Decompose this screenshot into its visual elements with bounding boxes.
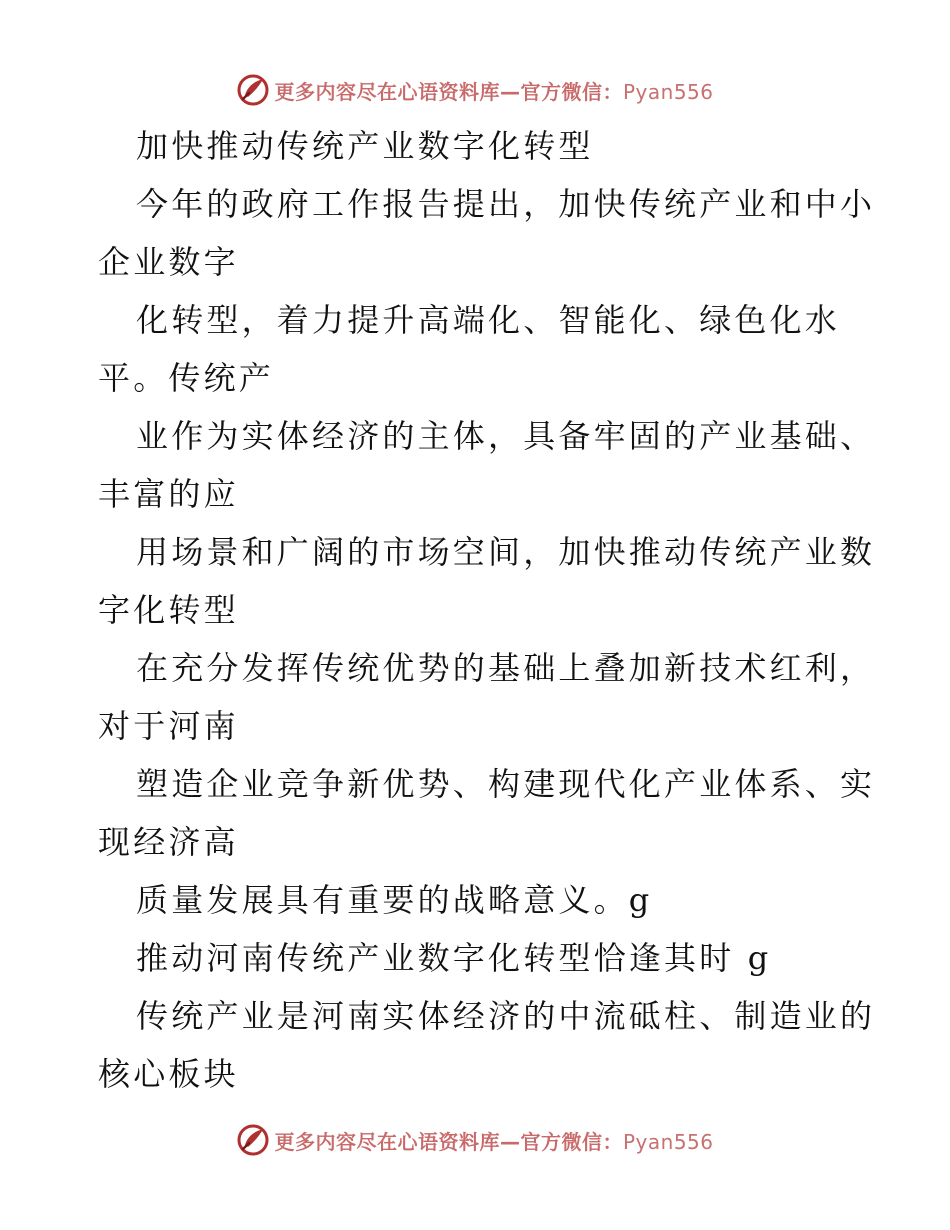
doc-line: 现经济高 — [98, 823, 239, 861]
footer-wechat-handle: Pyan556 — [622, 1129, 714, 1154]
doc-line: 今年的政府工作报告提出，加快传统产业和中小 — [136, 185, 876, 223]
doc-line: 业作为实体经济的主体，具备牢固的产业基础、 — [136, 417, 876, 455]
doc-line: 核心板块 — [98, 1055, 239, 1093]
doc-line: 塑造企业竞争新优势、构建现代化产业体系、实 — [136, 765, 876, 803]
doc-line: 加快推动传统产业数字化转型 — [136, 127, 594, 165]
doc-line: 推动河南传统产业数字化转型恰逢其时 g — [136, 939, 772, 977]
header-wechat-handle: Pyan556 — [622, 79, 714, 104]
logo-icon — [236, 73, 270, 107]
doc-line: 对于河南 — [98, 707, 239, 745]
header-watermark — [0, 70, 950, 110]
doc-line: 化转型，着力提升高端化、智能化、绿色化水 — [136, 301, 841, 339]
logo-icon — [236, 1123, 270, 1157]
doc-line: 字化转型 — [98, 591, 239, 629]
doc-line: 在充分发挥传统优势的基础上叠加新技术红利， — [136, 649, 876, 687]
doc-line: 用场景和广阔的市场空间，加快推动传统产业数 — [136, 533, 876, 571]
footer-watermark — [0, 1120, 950, 1160]
doc-line: 企业数字 — [98, 243, 239, 281]
footer-banner-text: 更多内容尽在心语资料库—官方微信：Pyan556 — [274, 1129, 714, 1154]
doc-line: 平。传统产 — [98, 359, 275, 397]
header-banner-text: 更多内容尽在心语资料库—官方微信：Pyan556 — [274, 79, 714, 104]
document-body — [98, 117, 876, 1103]
doc-line: 质量发展具有重要的战略意义。g — [136, 881, 653, 919]
doc-line: 传统产业是河南实体经济的中流砥柱、制造业的 — [136, 997, 876, 1035]
doc-line: 丰富的应 — [98, 475, 239, 513]
